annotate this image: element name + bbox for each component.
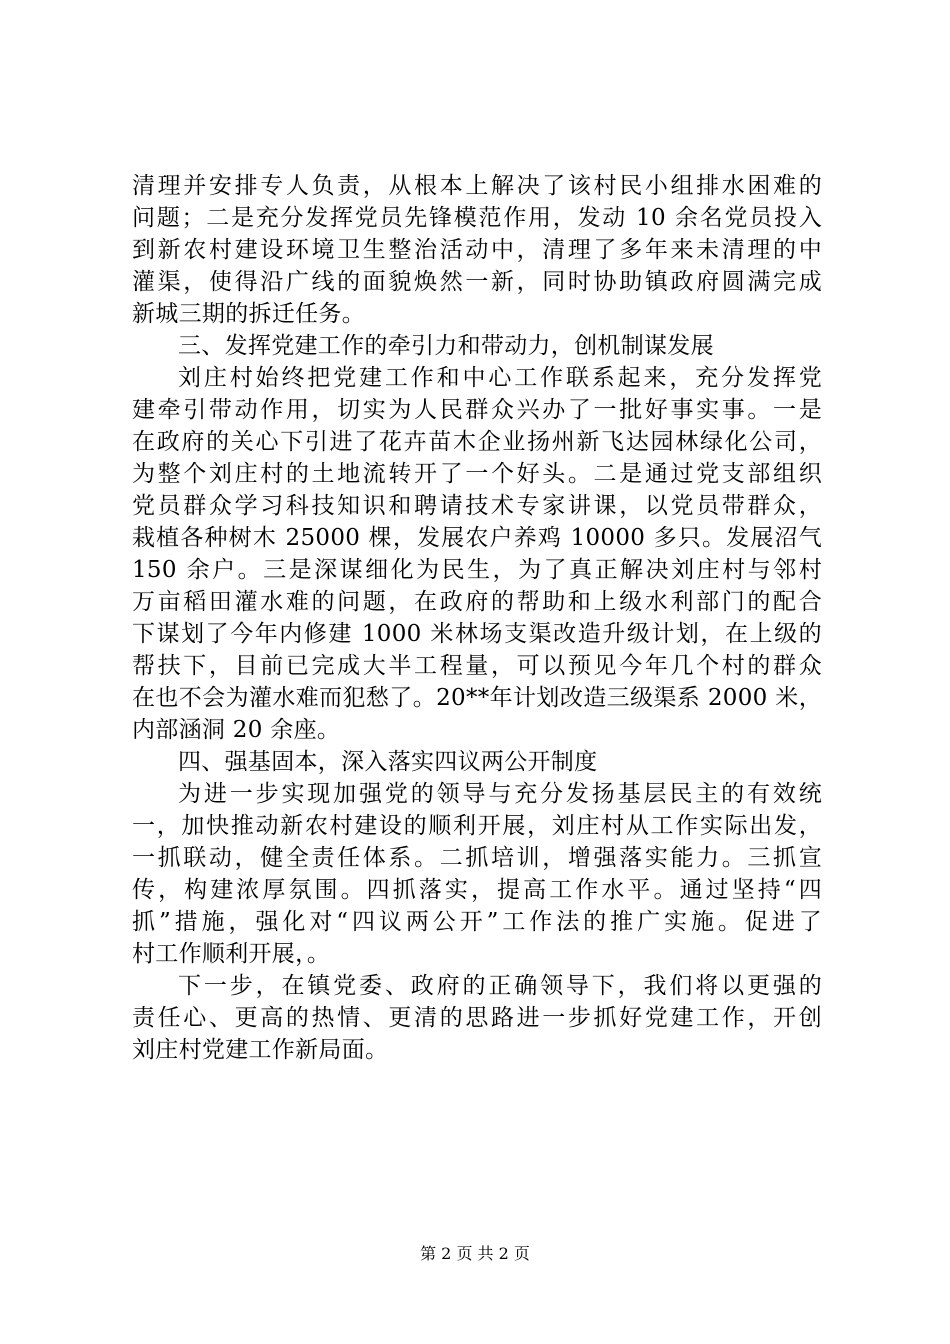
- section-heading: 四、强基固本，深入落实四议两公开制度: [178, 749, 598, 775]
- body-line: 在政府的关心下引进了花卉苗木企业扬州新飞达园林绿化公司，: [132, 429, 822, 455]
- body-line: 新城三期的拆迁任务。: [132, 301, 365, 327]
- body-line: 一抓联动，健全责任体系。二抓培训，增强落实能力。三抓宣: [132, 845, 822, 871]
- body-line: 传，构建浓厚氛围。四抓落实，提高工作水平。通过坚持“四: [132, 877, 822, 903]
- body-line: 下一步，在镇党委、政府的正确领导下，我们将以更强的: [178, 973, 822, 999]
- body-line: 到新农村建设环境卫生整治活动中，清理了多年来未清理的中: [132, 237, 822, 263]
- body-line: 灌渠，使得沿广线的面貌焕然一新，同时协助镇政府圆满完成: [132, 269, 822, 295]
- body-line: 为整个刘庄村的土地流转开了一个好头。二是通过党支部组织: [132, 461, 822, 487]
- body-line: 问题；二是充分发挥党员先锋模范作用，发动 10 余名党员投入: [132, 205, 822, 231]
- body-line: 刘庄村始终把党建工作和中心工作联系起来，充分发挥党: [178, 365, 822, 391]
- body-line: 抓”措施，强化对“四议两公开”工作法的推广实施。促进了: [132, 909, 822, 935]
- body-line: 内部涵洞 20 余座。: [132, 717, 341, 743]
- body-line: 建牵引带动作用，切实为人民群众兴办了一批好事实事。一是: [132, 397, 822, 423]
- body-line: 清理并安排专人负责，从根本上解决了该村民小组排水困难的: [132, 173, 822, 199]
- body-line: 党员群众学习科技知识和聘请技术专家讲课，以党员带群众，: [132, 493, 822, 519]
- body-line: 为进一步实现加强党的领导与充分发扬基层民主的有效统: [178, 781, 822, 807]
- body-line: 刘庄村党建工作新局面。: [132, 1037, 389, 1063]
- section-heading: 三、发挥党建工作的牵引力和带动力，创机制谋发展: [178, 333, 714, 359]
- body-line: 下谋划了今年内修建 1000 米林场支渠改造升级计划，在上级的: [132, 621, 822, 647]
- body-line: 栽植各种树木 25000 棵，发展农户养鸡 10000 多只。发展沼气: [132, 525, 822, 551]
- body-line: 村工作顺利开展，。: [132, 941, 331, 967]
- document-body: [132, 170, 822, 1066]
- page-footer: 第 2 页 共 2 页: [420, 1244, 530, 1263]
- body-line: 在也不会为灌水难而犯愁了。20**年计划改造三级渠系 2000 米，: [132, 685, 822, 711]
- body-line: 一，加快推动新农村建设的顺利开展，刘庄村从工作实际出发，: [132, 813, 822, 839]
- body-line: 150 余户。三是深谋细化为民生，为了真正解决刘庄村与邻村: [132, 557, 822, 583]
- body-line: 帮扶下，目前已完成大半工程量，可以预见今年几个村的群众: [132, 653, 822, 679]
- body-line: 万亩稻田灌水难的问题，在政府的帮助和上级水利部门的配合: [132, 589, 822, 615]
- body-line: 责任心、更高的热情、更清的思路进一步抓好党建工作，开创: [132, 1005, 822, 1031]
